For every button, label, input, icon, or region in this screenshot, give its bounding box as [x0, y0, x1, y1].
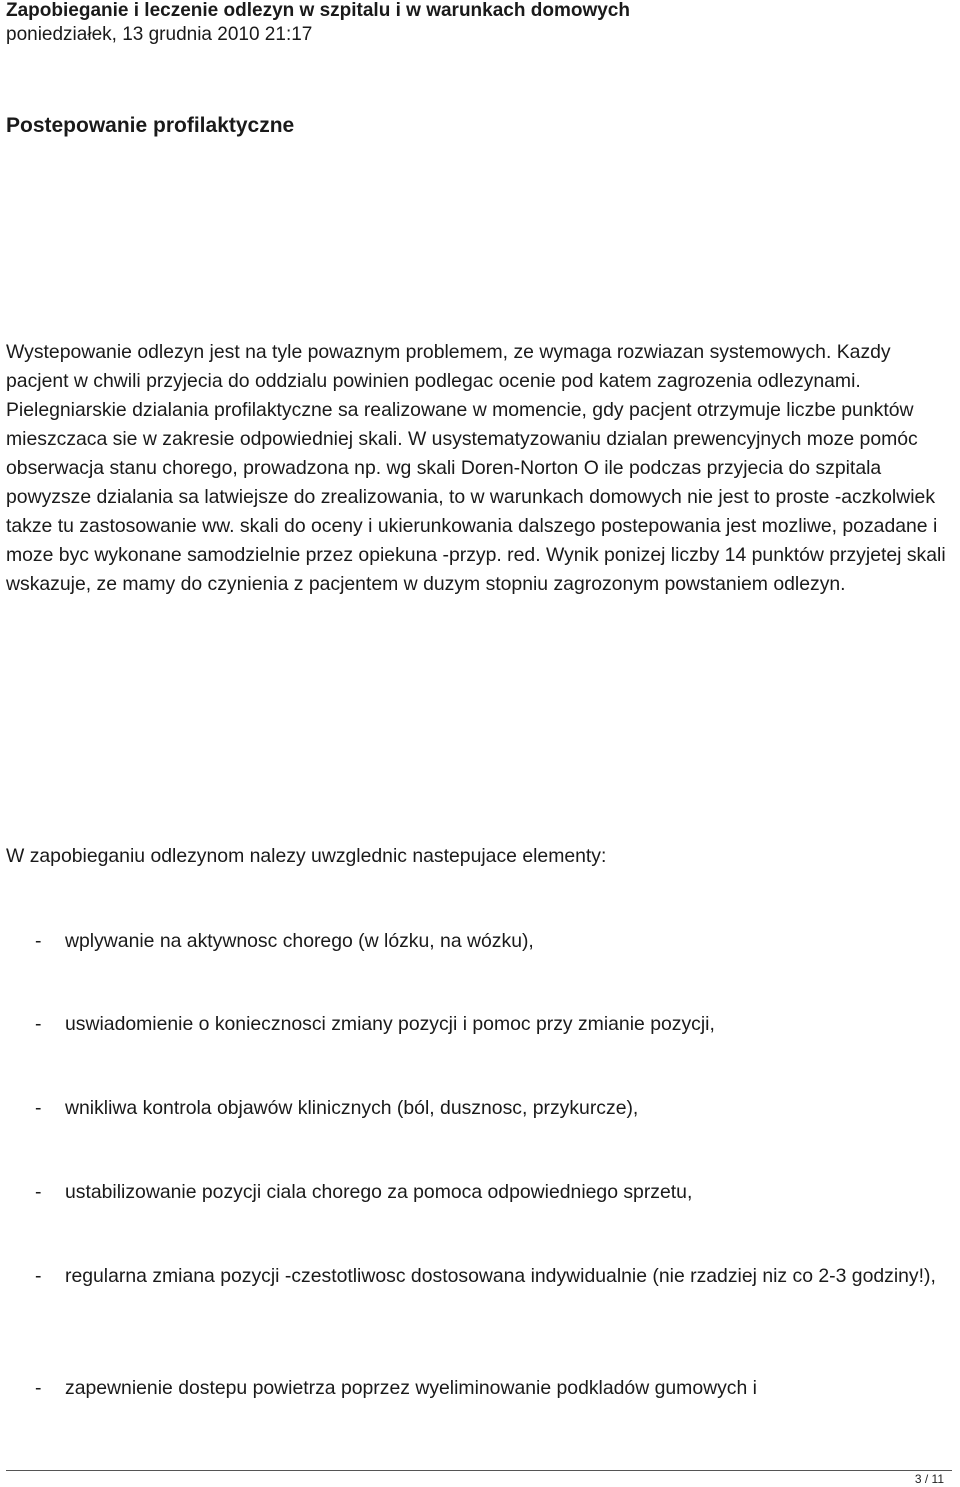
list-item	[6, 1374, 952, 1403]
list-item-text: uswiadomienie o koniecznosci zmiany pozycji i pomoc przy zmianie pozycji,	[65, 1013, 715, 1035]
list-item	[6, 1010, 952, 1039]
list-dash: -	[35, 930, 42, 952]
document-header	[6, 0, 954, 46]
document-title: Zapobieganie i leczenie odlezyn w szpitalu i w warunkach domowych	[6, 0, 630, 21]
document-date: poniedziałek, 13 grudnia 2010 21:17	[6, 24, 313, 45]
list-dash: -	[35, 1097, 42, 1119]
page-number: 3 / 11	[914, 1472, 944, 1486]
list-dash: -	[35, 1181, 42, 1203]
list-dash: -	[35, 1377, 42, 1399]
list-item	[6, 927, 952, 956]
list-item-text: ustabilizowanie pozycji ciala chorego za pomoca odpowiedniego sprzetu,	[65, 1181, 693, 1203]
list-dash: -	[35, 1013, 42, 1035]
list-intro: W zapobieganiu odlezynom nalezy uwzglednic nastepujace elementy:	[6, 845, 607, 867]
list-item-text: regularna zmiana pozycji -czestotliwosc dostosowana indywidualnie (nie rzadziej niz co 2-3 godziny!),	[65, 1265, 936, 1287]
intro-paragraph: Wystepowanie odlezyn jest na tyle powaznym problemem, ze wymaga rozwiazan systemowych. Kazdy pacjent w chwili przyjecia do oddzialu powinien podlegac ocenie pod katem zagrozenia odlezynami. Pielegniarskie dzialania profilaktyczne sa realizowane w momencie, gdy pacjent otrzymuje liczbe punktów mieszczaca sie w zakresie odpowiedniej skali. W usystematyzowaniu dzialan prewencyjnych moze pomóc obserwacja stanu chorego, prowadzona np. wg skali Doren-Norton O ile podczas przyjecia do szpitala powyzsze dzialania sa latwiejsze do zrealizowania, to w warunkach domowych nie jest to proste -aczkolwiek takze tu zastosowanie ww. skali do oceny i ukierunkowania dalszego postepowania jest mozliwe, pozadane i moze byc wykonane samodzielnie przez opiekuna -przyp. red. Wynik ponizej liczby 14 punktów przyjetej skali wskazuje, ze mamy do czynienia z pacjentem w duzym stopniu zagrozonym powstaniem odlezyn.	[6, 341, 946, 595]
list-item-text: wnikliwa kontrola objawów klinicznych (ból, dusznosc, przykurcze),	[65, 1097, 639, 1119]
list-item-text: zapewnienie dostepu powietrza poprzez wyeliminowanie podkladów gumowych i	[65, 1377, 757, 1399]
list-item-text: wplywanie na aktywnosc chorego (w lózku, na wózku),	[65, 930, 534, 952]
list-item	[6, 1178, 952, 1207]
section-heading: Postepowanie profilaktyczne	[6, 114, 295, 137]
footer-divider	[6, 1470, 952, 1471]
list-dash: -	[35, 1265, 42, 1287]
list-item	[6, 1094, 952, 1123]
list-item	[6, 1262, 952, 1291]
